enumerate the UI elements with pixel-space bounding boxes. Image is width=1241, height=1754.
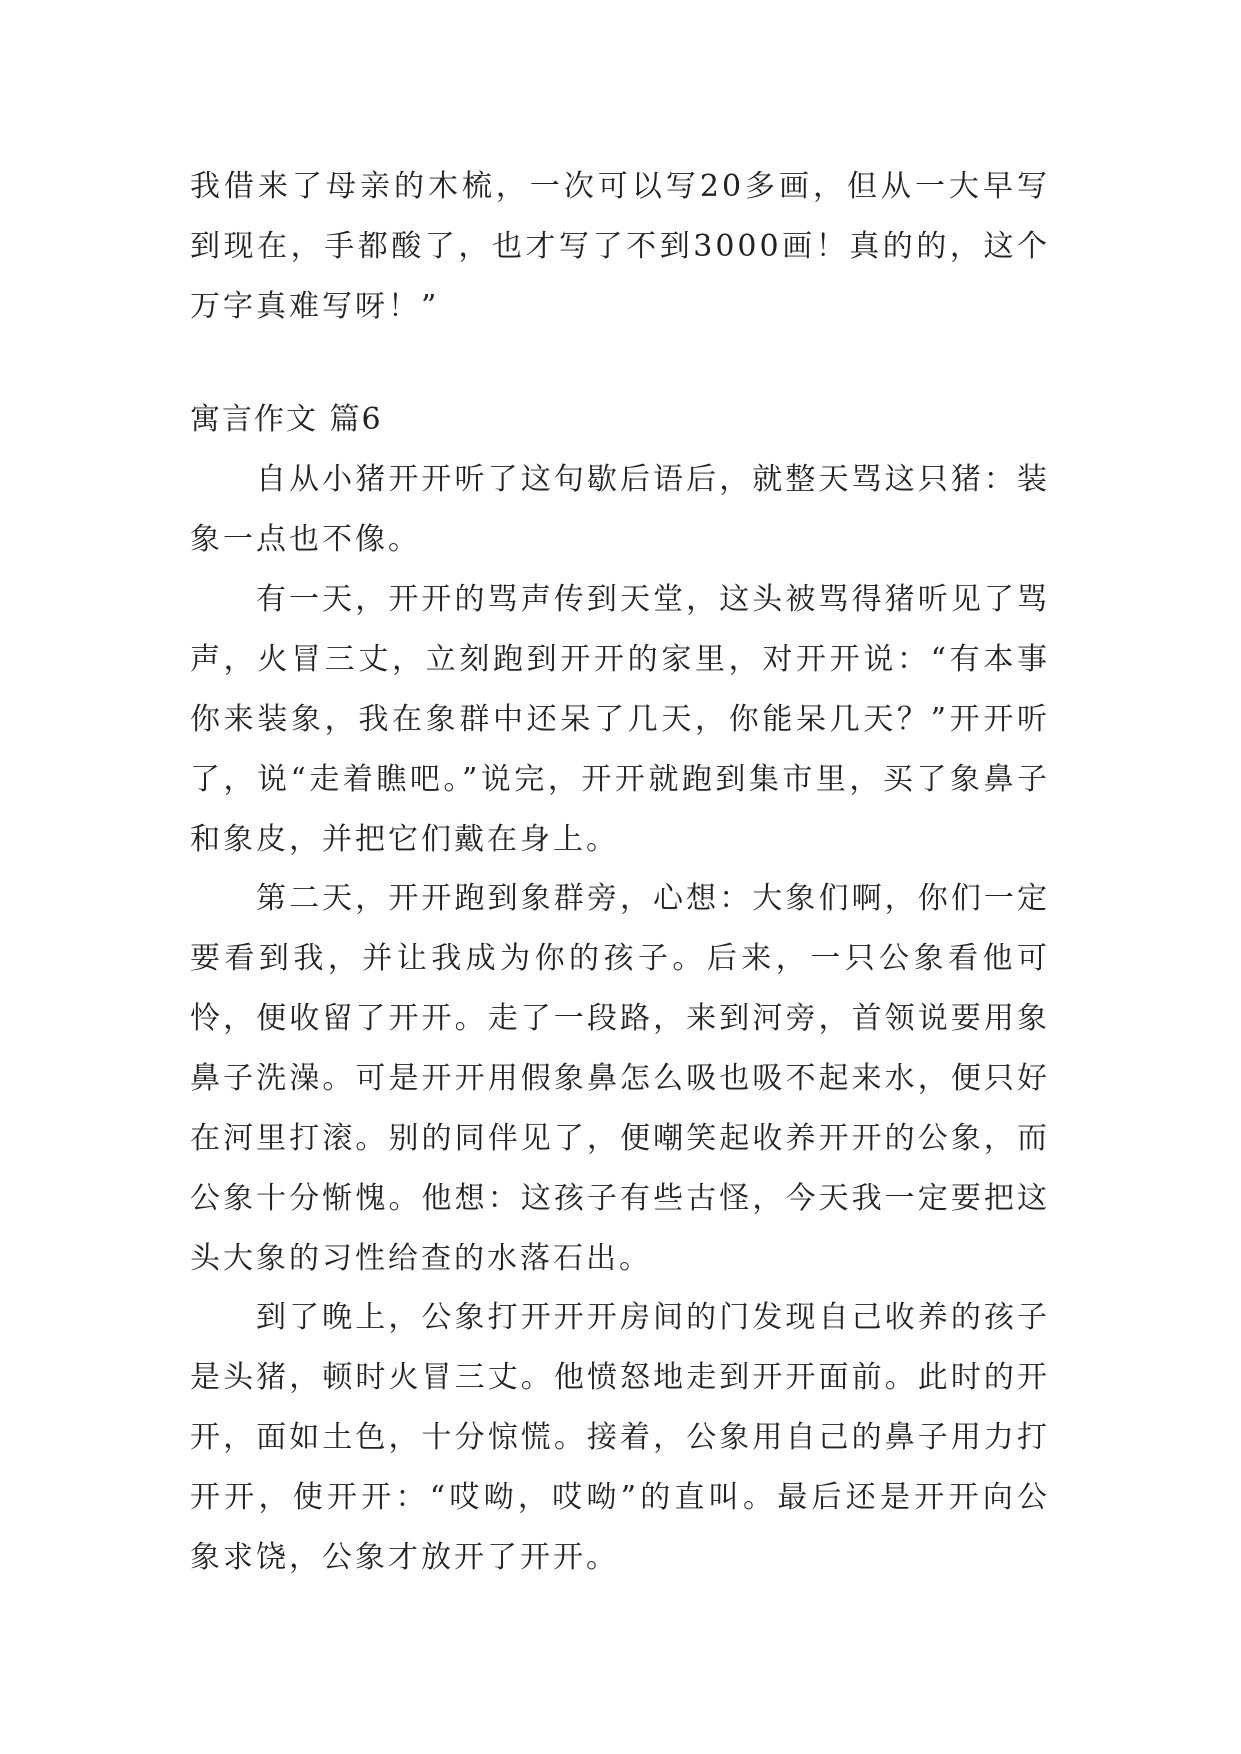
paragraph-3: 第二天，开开跑到象群旁，心想：大象们啊，你们一定要看到我，并让我成为你的孩子。后来，一只公象看他可怜，便收留了开开。走了一段路，来到河旁，首领说要用象鼻子洗澡。可是开开用假象鼻怎么吸也吸不起来水，便只好在河里打滚。别的同伴见了，便嘲笑起收养开开的公象，而公象十分惭愧。他想：这孩子有些古怪，今天我一定要把这头大象的习性给查的水落石出。 [190,881,1050,1276]
paragraph-1: 自从小猪开开听了这句歇后语后，就整天骂这只猪：装象一点也不像。 [190,462,1050,557]
continuation-paragraph: 我借来了母亲的木梳，一次可以写20多画，但从一大早写到现在，手都酸了，也才写了不到3000画！真的的，这个万字真难写呀！” [190,169,1050,324]
paragraph-4: 到了晚上，公象打开开开房间的门发现自己收养的孩子是头猪，顿时火冒三丈。他愤怒地走到开开面前。此时的开开，面如土色，十分惊慌。接着，公象用自己的鼻子用力打开开，使开开：“哎呦，哎呦”的直叫。最后还是开开向公象求饶，公象才放开了开开。 [190,1300,1050,1575]
section-title: 寓言作文 篇6 [190,402,383,437]
paragraph-2: 有一天，开开的骂声传到天堂，这头被骂得猪听见了骂声，火冒三丈，立刻跑到开开的家里，对开开说：“有本事你来装象，我在象群中还呆了几天，你能呆几天？”开开听了，说“走着瞧吧。”说完，开开就跑到集市里，买了象鼻子和象皮，并把它们戴在身上。 [190,582,1050,857]
